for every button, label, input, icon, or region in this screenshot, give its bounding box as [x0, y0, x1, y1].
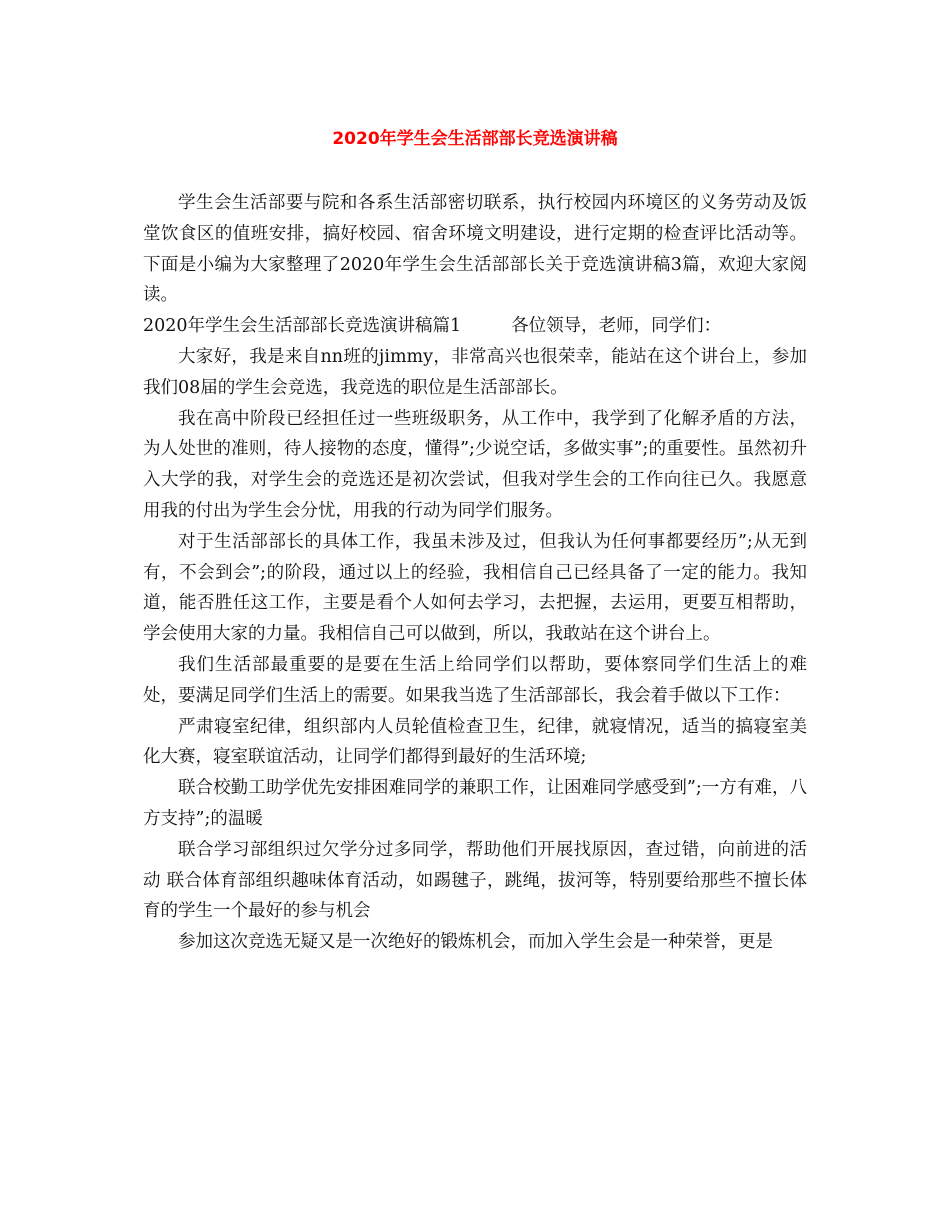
body-paragraph-3: 对于生活部部长的具体工作，我虽未涉及过，但我认为任何事都要经历”;从无到有，不会到会”;的阶段，通过以上的经验，我相信自己已经具备了一定的能力。我知道，能否胜任这工作，主要是看个人如何去学习，去把握，去运用，更要互相帮助，学会使用大家的力量。我相信自己可以做到，所以，我敢站在这个讲台上。 [143, 531, 807, 645]
document-body [143, 188, 807, 958]
body-paragraph-5: 严肃寝室纪律，组织部内人员轮值检查卫生，纪律，就寝情况，适当的搞寝室美化大赛，寝室联谊活动，让同学们都得到最好的生活环境; [143, 716, 807, 768]
body-paragraph-1: 大家好，我是来自nn班的jimmy，非常高兴也很荣幸，能站在这个讲台上，参加我们08届的学生会竞选，我竞选的职位是生活部部长。 [143, 346, 807, 398]
section-heading-salutation: 各位领导，老师，同学们： [511, 316, 722, 337]
document-title: 2020年学生会生活部部长竞选演讲稿 [332, 129, 618, 149]
body-paragraph-2: 我在高中阶段已经担任过一些班级职务，从工作中，我学到了化解矛盾的方法，为人处世的准则，待人接物的态度，懂得”;少说空话，多做实事”;的重要性。虽然初升入大学的我，对学生会的竞选还是初次尝试，但我对学生会的工作向往已久。我愿意用我的付出为学生会分忧，用我的行动为同学们服务。 [143, 408, 807, 521]
body-paragraph-7: 联合学习部组织过欠学分过多同学，帮助他们开展找原因，查过错，向前进的活动 联合体育部组织趣味体育活动，如踢毽子，跳绳，拔河等，特别要给那些不擅长体育的学生一个最好的参与机会 [143, 839, 807, 922]
section-heading-title: 2020年学生会生活部部长竞选演讲稿篇1 [143, 316, 462, 337]
body-paragraph-6: 联合校勤工助学优先安排困难同学的兼职工作，让困难同学感受到”;一方有难，八方支持”;的温暖 [143, 778, 807, 829]
intro-paragraph: 学生会生活部要与院和各系生活部密切联系，执行校园内环境区的义务劳动及饭堂饮食区的值班安排，搞好校园、宿舍环境文明建设，进行定期的检查评比活动等。下面是小编为大家整理了2020年学生会生活部部长关于竞选演讲稿3篇，欢迎大家阅读。 [143, 193, 807, 306]
body-paragraph-8: 参加这次竞选无疑又是一次绝好的锻炼机会，而加入学生会是一种荣誉，更是 [178, 932, 773, 953]
body-paragraph-4: 我们生活部最重要的是要在生活上给同学们以帮助，要体察同学们生活上的难处，要满足同学们生活上的需要。如果我当选了生活部部长，我会着手做以下工作： [143, 654, 807, 706]
section-heading [143, 311, 807, 342]
